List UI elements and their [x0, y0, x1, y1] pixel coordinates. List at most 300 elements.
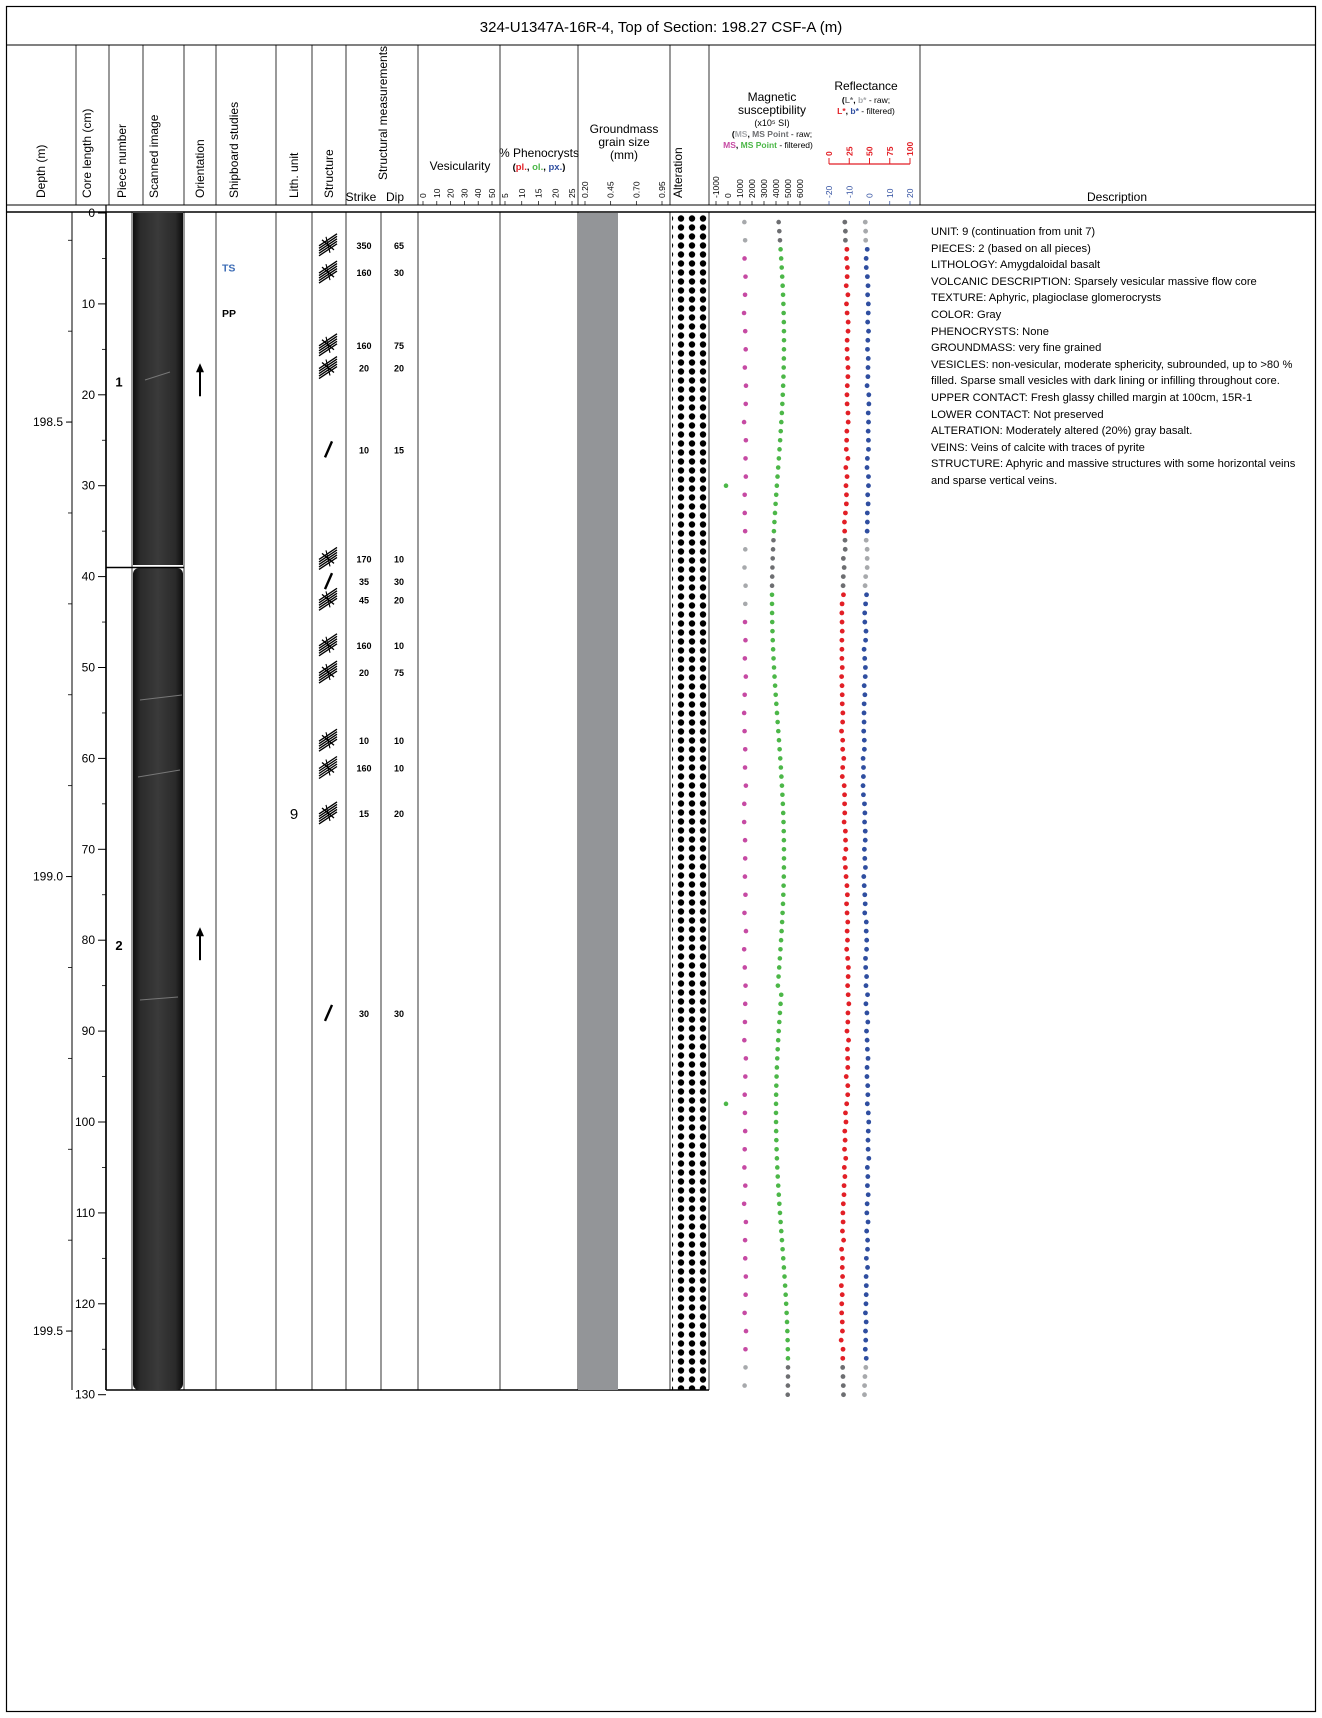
ms-point-marker: [779, 929, 784, 934]
reflectance-b-point: [864, 947, 869, 952]
ms-point-marker: [779, 774, 784, 779]
ms-point-marker: [780, 911, 785, 916]
ms-point-marker: [779, 992, 784, 997]
reflectance-b-point: [865, 465, 870, 470]
ms-point: [742, 947, 747, 952]
reflectance-L-point: [842, 220, 847, 225]
reflectance-b-point: [864, 1229, 869, 1234]
reflectance-b-point: [864, 1274, 869, 1279]
reflectance-L-point: [846, 965, 851, 970]
dip-value: 30: [393, 268, 405, 279]
header-refl-filtered: L*, b* - filtered): [837, 106, 895, 116]
reflectance-b-point: [861, 874, 866, 879]
reflectance-L-point: [840, 765, 845, 770]
reflectance-b-point: [861, 774, 866, 779]
ms-point-marker: [776, 1038, 781, 1043]
strike-value: 10: [358, 736, 370, 747]
vein-network-icon: [319, 234, 337, 256]
magnetic-susceptibility-plot: [724, 220, 791, 1397]
ms-point-marker: [774, 1120, 779, 1125]
reflectance-b-point: [862, 656, 867, 661]
ms-point-marker: [775, 711, 780, 716]
ms-point: [742, 1311, 747, 1316]
reflectance-L-point: [845, 1020, 850, 1025]
ms-point: [743, 547, 748, 552]
reflectance-b-point: [861, 792, 866, 797]
reflectance-L-point: [845, 383, 850, 388]
ms-point-marker: [776, 1192, 781, 1197]
ms-point-marker: [782, 338, 787, 343]
reflectance-L-tick: 0: [824, 151, 834, 156]
reflectance-b-point: [866, 1111, 871, 1116]
ms-point-marker: [781, 892, 786, 897]
reflectance-b-point: [865, 1065, 870, 1070]
reflectance-L-point: [840, 1229, 845, 1234]
ms-point-marker: [778, 947, 783, 952]
ms-point-marker: [770, 583, 775, 588]
ms-point: [743, 620, 748, 625]
reflectance-L-point: [845, 356, 850, 361]
dip-value: 30: [393, 1008, 405, 1019]
reflectance-b-point: [865, 320, 870, 325]
reflectance-L-point: [840, 629, 845, 634]
reflectance-b-point: [863, 601, 868, 606]
ms-point-marker: [780, 792, 785, 797]
ms-point: [743, 638, 748, 643]
ms-point-marker: [781, 1256, 786, 1261]
depth-axis: [33, 205, 106, 1402]
strike-value: 30: [358, 1008, 370, 1019]
vesicularity-tick: 50: [487, 188, 497, 198]
header-phenocrysts: % Phenocrysts: [498, 146, 580, 160]
ms-point-marker: [780, 411, 785, 416]
reflectance-b-point: [865, 292, 870, 297]
piece-number-label: 1: [115, 374, 123, 390]
reflectance-L-point: [842, 565, 847, 570]
ms-point-marker: [786, 1347, 791, 1352]
description-line: VEINS: Veins of calcite with traces of pyrite: [931, 441, 1145, 454]
reflectance-L-point: [844, 1101, 849, 1106]
reflectance-L-point: [839, 1283, 844, 1288]
reflectance-L-point: [840, 1320, 845, 1325]
reflectance-b-point: [865, 492, 870, 497]
ms-point-marker: [782, 320, 787, 325]
reflectance-b-point: [865, 1047, 870, 1052]
reflectance-L-point: [840, 1365, 845, 1370]
reflectance-b-point: [866, 1056, 871, 1061]
header-depth: Depth (m): [34, 144, 48, 198]
scanned-core-image: [133, 213, 183, 1390]
ms-point-marker: [777, 747, 782, 752]
reflectance-L-point: [844, 447, 849, 452]
description-line: ALTERATION: Moderately altered (20%) gray basalt.: [931, 425, 1193, 438]
reflectance-b-point: [865, 1247, 870, 1252]
header-ms-filtered: MS, MS Point - filtered): [723, 140, 813, 150]
ms-point: [742, 420, 747, 425]
vein-network-icon: [319, 802, 337, 824]
description-line: VESICLES: non-vesicular, moderate sphericity, subrounded, up to >80 % filled. Sparse small vesicles with dark lining or infilling throughout core.: [931, 358, 1293, 388]
reflectance-b-point: [863, 574, 868, 579]
ms-point-marker: [782, 329, 787, 334]
reflectance-b-point: [865, 338, 870, 343]
reflectance-b-point: [862, 847, 867, 852]
reflectance-b-point: [862, 820, 867, 825]
reflectance-L-point: [841, 1383, 846, 1388]
header-structure: Structure: [322, 149, 336, 198]
ms-point-marker: [775, 1047, 780, 1052]
phenocryst-tick: 10: [516, 188, 527, 198]
reflectance-b-point: [864, 1211, 869, 1216]
reflectance-b-point: [866, 420, 871, 425]
reflectance-b-point: [863, 1347, 868, 1352]
reflectance-L-point: [845, 456, 850, 461]
core-length-tick-label: 50: [81, 660, 95, 675]
core-length-tick-label: 120: [74, 1296, 95, 1311]
description-line: PHENOCRYSTS: None: [931, 325, 1049, 338]
reflectance-b-point: [862, 883, 867, 888]
reflectance-L-point: [844, 302, 849, 307]
description-line: GROUNDMASS: very fine grained: [931, 342, 1102, 355]
reflectance-L-point: [845, 956, 850, 961]
reflectance-b-point: [863, 956, 868, 961]
dip-value: 65: [393, 240, 405, 251]
reflectance-b-point: [864, 1283, 869, 1288]
strike-value: 15: [358, 808, 370, 819]
reflectance-L-point: [846, 320, 851, 325]
reflectance-b-tick: 0: [864, 193, 875, 198]
ms-point-marker: [774, 1147, 779, 1152]
reflectance-b-point: [865, 1038, 870, 1043]
reflectance-L-point: [840, 1274, 845, 1279]
ms-point-marker: [777, 1020, 782, 1025]
ms-point-marker: [774, 1102, 779, 1107]
header-phenocrysts-minerals: (pl., ol., px.): [512, 162, 566, 173]
reflectance-b-point: [866, 311, 871, 316]
reflectance-b-tick: 10: [884, 188, 895, 198]
ms-tick: 1000: [735, 179, 745, 198]
header-groundmass-sub1: grain size: [598, 135, 650, 149]
ms-point-marker: [778, 438, 783, 443]
header-ms-title2: susceptibility: [737, 103, 807, 117]
vesicularity-tick: 20: [445, 188, 456, 198]
ms-point-marker: [773, 502, 778, 507]
vein-network-icon: [319, 547, 337, 569]
reflectance-L-point: [840, 683, 845, 688]
ms-point-marker: [778, 956, 783, 961]
reflectance-L-point: [841, 1220, 846, 1225]
orientation-arrow-icon: [196, 363, 204, 396]
reflectance-b-point: [865, 992, 870, 997]
reflectance-b-point: [865, 456, 870, 461]
ms-point-marker: [773, 511, 778, 516]
reflectance-L-tick: 25: [844, 146, 855, 156]
ms-point-marker: [777, 447, 782, 452]
ms-point-marker: [770, 556, 775, 561]
reflectance-b-point: [865, 1092, 870, 1097]
reflectance-L-point: [842, 520, 847, 525]
ms-point: [743, 1129, 748, 1134]
reflectance-L-point: [839, 1247, 844, 1252]
shipboard-studies-column: [222, 263, 236, 320]
dip-value: 10: [393, 736, 405, 747]
ms-point-marker: [770, 629, 775, 634]
ms-tick: 3000: [759, 179, 769, 198]
reflectance-L-point: [842, 820, 847, 825]
ms-point-marker: [774, 1138, 779, 1143]
ms-point-marker: [779, 765, 784, 770]
reflectance-L-point: [841, 756, 846, 761]
ms-point: [743, 602, 748, 607]
ms-tick: 2000: [747, 179, 757, 198]
header-core-length: Core length (cm): [80, 108, 94, 198]
ms-point-marker: [779, 265, 784, 270]
reflectance-L-point: [840, 1356, 845, 1361]
ms-point-marker: [780, 402, 785, 407]
reflectance-b-point: [863, 674, 868, 679]
reflectance-L-point: [841, 574, 846, 579]
ms-tick: 0: [723, 193, 733, 198]
reflectance-b-point: [865, 1074, 870, 1079]
reflectance-L-point: [840, 1329, 845, 1334]
strike-value: 20: [358, 668, 370, 679]
reflectance-b-point: [865, 1174, 870, 1179]
reflectance-L-point: [840, 738, 845, 743]
ms-point-marker: [778, 247, 783, 252]
px-label: px.: [548, 162, 563, 173]
ms-point: [743, 983, 748, 988]
reflectance-b-point: [865, 347, 870, 352]
reflectance-L-point: [842, 1183, 847, 1188]
ms-point-marker: [772, 520, 777, 525]
ms-point-marker: [782, 1274, 787, 1279]
reflectance-L-point: [841, 1238, 846, 1243]
phenocryst-tick: 20: [550, 188, 561, 198]
reflectance-L-point: [845, 1056, 850, 1061]
reflectance-L-point: [841, 592, 846, 597]
ms-point-marker: [771, 538, 776, 543]
reflectance-b-point: [864, 1292, 869, 1297]
ms-point-marker: [781, 802, 786, 807]
reflectance-b-point: [862, 892, 867, 897]
reflectance-b-point: [864, 1256, 869, 1261]
reflectance-L-point: [846, 329, 851, 334]
structure-column: [319, 234, 404, 1021]
strike-value: 170: [356, 554, 372, 565]
reflectance-b-point: [866, 283, 871, 288]
ms-point-marker: [775, 1065, 780, 1070]
depth-tick-label: 198.5: [32, 415, 63, 430]
ms-point: [743, 838, 748, 843]
ms-point-marker: [779, 1229, 784, 1234]
reflectance-b-point: [862, 811, 867, 816]
reflectance-L-point: [840, 665, 845, 670]
reflectance-L-point: [843, 511, 848, 516]
dip-value: 15: [393, 445, 405, 456]
reflectance-L-point: [845, 474, 850, 479]
reflectance-L-point: [841, 583, 846, 588]
ms-point-marker: [780, 393, 785, 398]
single-vein-icon: [325, 573, 332, 589]
reflectance-L-point: [844, 947, 849, 952]
description-line: UNIT: 9 (continuation from unit 7): [931, 226, 1096, 238]
ms-point-marker: [774, 1074, 779, 1079]
reflectance-L-point: [840, 774, 845, 779]
reflectance-b-point: [865, 1183, 870, 1188]
shipboard-study-label: TS: [222, 262, 236, 275]
ms-point-marker: [785, 1392, 790, 1397]
ms-point-marker: [775, 1165, 780, 1170]
reflectance-b-point: [866, 329, 871, 334]
ms-point-marker: [774, 1111, 779, 1116]
reflectance-L-point: [843, 865, 848, 870]
ms-point-marker: [770, 565, 775, 570]
reflectance-b-point: [865, 1201, 870, 1206]
reflectance-b-point: [865, 1265, 870, 1270]
reflectance-b-point: [865, 1083, 870, 1088]
ms-point-outlier: [724, 483, 729, 488]
core-length-tick-label: 20: [81, 387, 95, 402]
reflectance-b-point: [862, 683, 867, 688]
reflectance-b-point: [864, 629, 869, 634]
ms-point: [742, 692, 747, 697]
ms-point-marker: [782, 847, 787, 852]
reflectance-b-point: [863, 1329, 868, 1334]
ms-point: [743, 347, 748, 352]
reflectance-b-point: [866, 447, 871, 452]
reflectance-L-point: [846, 1038, 851, 1043]
ms-tick: 4000: [771, 179, 781, 198]
reflectance-L-point: [842, 856, 847, 861]
reflectance-L-point: [844, 501, 849, 506]
ms-point: [742, 565, 747, 570]
core-length-tick-label: 60: [81, 751, 95, 766]
header-reflectance: Reflectance: [834, 79, 898, 93]
core-length-tick-label: 70: [81, 842, 95, 857]
reflectance-b-point: [866, 1147, 871, 1152]
vesicularity-tick: 30: [459, 188, 470, 198]
ms-point-marker: [778, 1011, 783, 1016]
reflectance-L-point: [844, 1074, 849, 1079]
ms-point: [742, 311, 747, 316]
reflectance-L-point: [840, 601, 845, 606]
vein-network-icon: [319, 334, 337, 356]
ms-point-marker: [777, 965, 782, 970]
ms-point: [744, 674, 749, 679]
reflectance-L-point: [845, 911, 850, 916]
dip-value: 10: [393, 640, 405, 651]
ms-point-marker: [782, 856, 787, 861]
reflectance-b-point: [861, 756, 866, 761]
ms-point-marker: [786, 1356, 791, 1361]
ms-point: [744, 383, 749, 388]
ms-point-marker: [771, 656, 776, 661]
reflectance-L-point: [845, 983, 850, 988]
reflectance-L-point: [843, 238, 848, 243]
reflectance-L-point: [845, 374, 850, 379]
ms-point: [743, 456, 748, 461]
reflectance-b-point: [866, 438, 871, 443]
ms-point-marker: [780, 274, 785, 279]
reflectance-L-point: [842, 1147, 847, 1152]
header-ms-raw: (MS, MS Point - raw;: [731, 129, 813, 139]
ol-label: ol.: [532, 162, 544, 173]
ms-point: [744, 783, 749, 788]
reflectance-L-point: [841, 556, 846, 561]
reflectance-L-point: [840, 1256, 845, 1261]
reflectance-b-point: [865, 247, 870, 252]
reflectance-b-point: [865, 1165, 870, 1170]
reflectance-b-point: [862, 738, 867, 743]
header-alteration: Alteration: [671, 147, 685, 198]
reflectance-L-point: [845, 292, 850, 297]
reflectance-L-point: [843, 538, 848, 543]
ms-point: [743, 529, 748, 534]
sheet-title: 324-U1347A-16R-4, Top of Section: 198.27 CSF-A (m): [479, 19, 843, 36]
phenocryst-tick: 15: [533, 188, 544, 198]
strike-value: 35: [358, 577, 370, 588]
reflectance-b-point: [864, 938, 869, 943]
reflectance-L-point: [845, 883, 850, 888]
reflectance-b-point: [864, 538, 869, 543]
ms-point-marker: [781, 883, 786, 888]
ms-point: [743, 656, 748, 661]
reflectance-b-point: [866, 429, 871, 434]
header-piece-number: Piece number: [115, 123, 129, 198]
reflectance-L-point: [846, 992, 851, 997]
ms-point-outlier: [724, 1102, 729, 1107]
core-length-tick-label: 90: [81, 1024, 95, 1039]
reflectance-L-point: [842, 1174, 847, 1179]
reflectance-L-point: [845, 274, 850, 279]
header-ms-title1: Magnetic: [747, 90, 797, 104]
reflectance-b-point: [864, 983, 869, 988]
reflectance-b-point: [863, 238, 868, 243]
ms-point-marker: [781, 829, 786, 834]
ms-point-marker: [781, 293, 786, 298]
ms-point-marker: [785, 1320, 790, 1325]
reflectance-L-point: [845, 1029, 850, 1034]
ms-point-marker: [777, 456, 782, 461]
ms-point-marker: [774, 1129, 779, 1134]
header-description: Description: [1086, 190, 1148, 204]
reflectance-b-point: [863, 1365, 868, 1370]
ms-point: [742, 1092, 747, 1097]
strike-value: 20: [358, 363, 370, 374]
ms-point-marker: [776, 729, 781, 734]
reflectance-L-point: [842, 1165, 847, 1170]
reflectance-b-point: [863, 965, 868, 970]
reflectance-L-point: [844, 429, 849, 434]
reflectance-b-point: [864, 265, 869, 270]
reflectance-L-point: [841, 1201, 846, 1206]
ms-point: [743, 765, 748, 770]
ms-point: [742, 220, 747, 225]
ms-point: [742, 965, 747, 970]
ms-point-marker: [779, 938, 784, 943]
reflectance-L-point: [840, 1292, 845, 1297]
ms-point-marker: [786, 1374, 791, 1379]
header-lith-unit: Lith. unit: [287, 152, 301, 198]
ms-point-marker: [776, 1183, 781, 1188]
ms-point-marker: [770, 611, 775, 616]
description-line: STRUCTURE: Aphyric and massive structures with some horizontal veins and sparse vertical veins.: [931, 458, 1296, 487]
ms-point-marker: [770, 620, 775, 625]
ms-point: [742, 492, 747, 497]
reflectance-L-point: [843, 829, 848, 834]
ms-point-marker: [775, 1056, 780, 1061]
phenocryst-tick: 5: [500, 193, 510, 198]
reflectance-b-point: [864, 1356, 869, 1361]
